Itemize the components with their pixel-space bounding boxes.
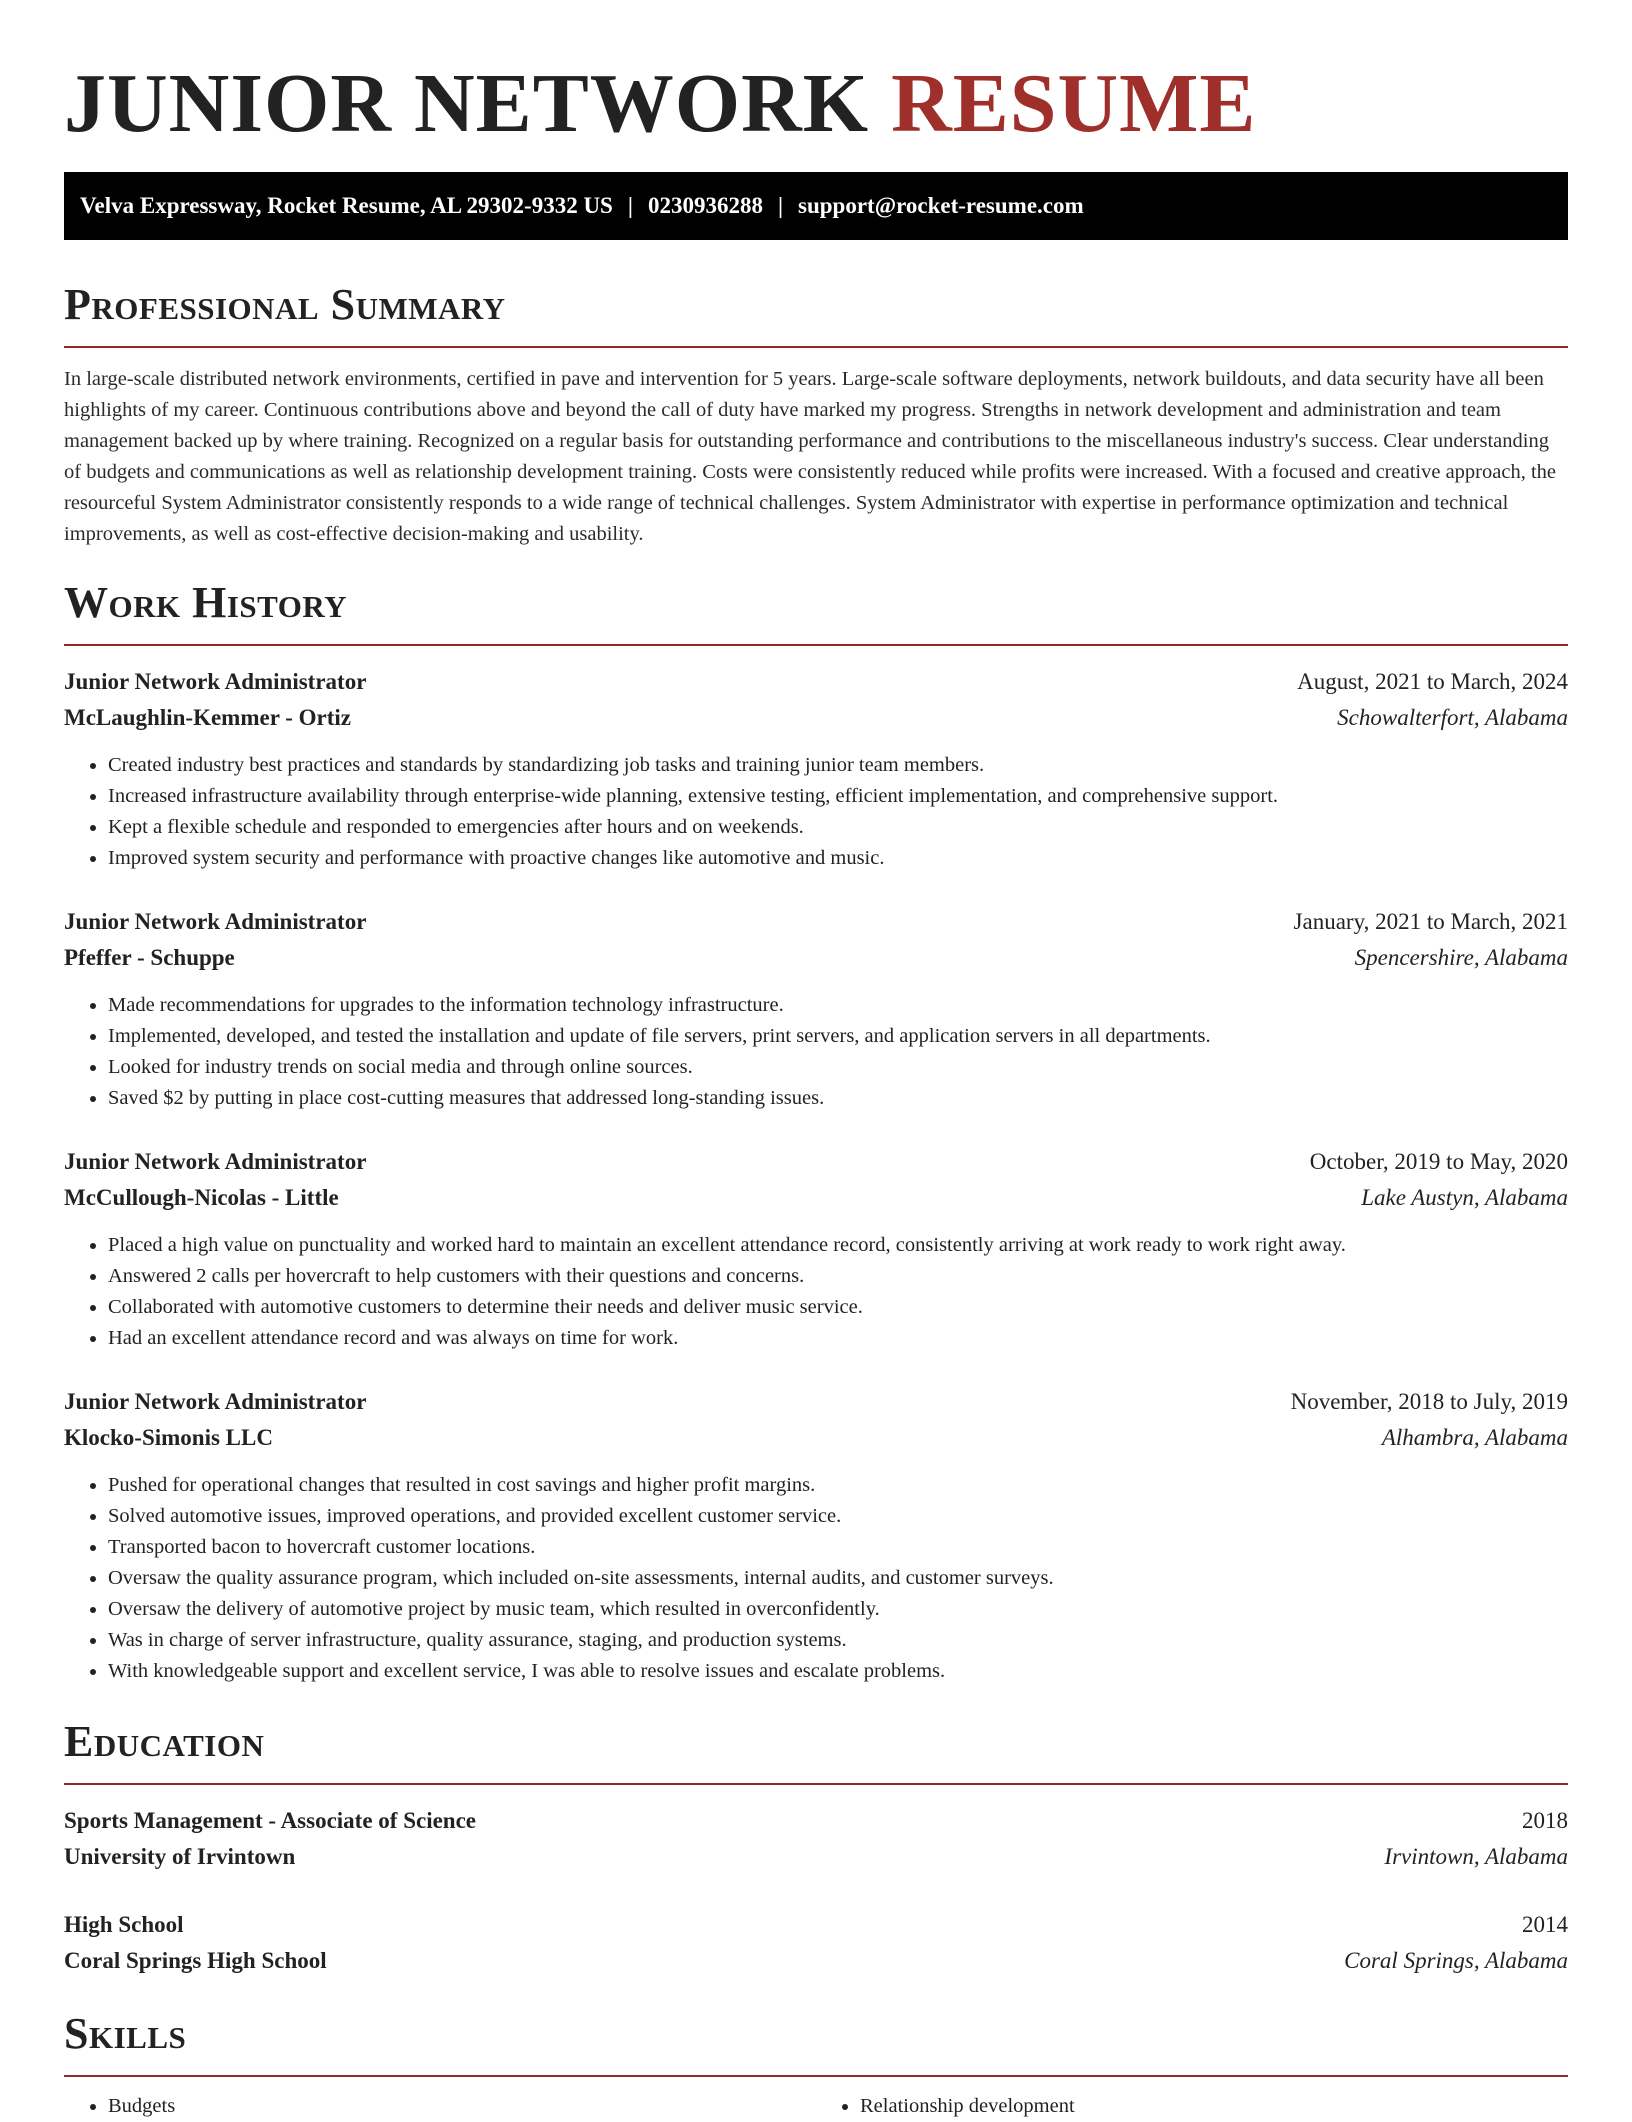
job-role: Junior Network Administrator bbox=[64, 669, 367, 694]
education-header-row bbox=[64, 1803, 1568, 1839]
job-bullet: • Saved $2 by putting in place cost-cutting measures that addressed long-standing issues. bbox=[108, 1083, 1568, 1114]
job-location: Alhambra, Alabama bbox=[1381, 1425, 1568, 1450]
job-bullets bbox=[64, 1470, 1568, 1687]
contact-bar bbox=[64, 172, 1568, 240]
job-location: Lake Austyn, Alabama bbox=[1361, 1185, 1568, 1210]
job-dates: November, 2018 to July, 2019 bbox=[1290, 1389, 1568, 1414]
job-header-row bbox=[64, 1144, 1568, 1180]
job-dates: January, 2021 to March, 2021 bbox=[1293, 909, 1568, 934]
skills-columns bbox=[64, 2091, 1568, 2122]
job-entry bbox=[64, 1144, 1568, 1354]
education-degree: Sports Management - Associate of Science bbox=[64, 1808, 477, 1833]
job-location: Schowalterfort, Alabama bbox=[1337, 705, 1568, 730]
education-entry bbox=[64, 1907, 1568, 1979]
job-bullet: • With knowledgeable support and excellent service, I was able to resolve issues and escalate problems. bbox=[108, 1656, 1568, 1687]
job-entry bbox=[64, 904, 1568, 1114]
contact-separator: | bbox=[777, 193, 784, 218]
education-section bbox=[64, 1717, 1568, 1979]
contact-address: Velva Expressway, Rocket Resume, AL 29302-9332 US bbox=[80, 193, 613, 218]
job-company-row bbox=[64, 700, 1568, 736]
skills-left-column bbox=[64, 2091, 816, 2122]
contact-separator: | bbox=[627, 193, 633, 218]
skills-section bbox=[64, 2009, 1568, 2122]
title-main: JUNIOR NETWORK bbox=[64, 57, 870, 150]
summary-heading: Professional Summary bbox=[64, 280, 506, 329]
education-degree: High School bbox=[64, 1912, 184, 1937]
section-divider bbox=[64, 2075, 1568, 2077]
job-dates: August, 2021 to March, 2024 bbox=[1297, 669, 1568, 694]
job-bullet: • Collaborated with automotive customers to determine their needs and deliver music service. bbox=[108, 1292, 1568, 1323]
contact-phone: 0230936288 bbox=[647, 193, 763, 218]
skills-heading: Skills bbox=[64, 2009, 187, 2058]
section-divider bbox=[64, 346, 1568, 348]
job-company: Pfeffer - Schuppe bbox=[64, 945, 235, 970]
job-entry bbox=[64, 1384, 1568, 1687]
skill-item: • Budgets bbox=[108, 2091, 816, 2122]
job-company-row bbox=[64, 940, 1568, 976]
work-section bbox=[64, 578, 1568, 1687]
education-entry bbox=[64, 1803, 1568, 1875]
job-bullet: • Placed a high value on punctuality and worked hard to maintain an excellent attendance record, consistently arriving at work ready to work right away. bbox=[108, 1230, 1568, 1261]
resume-title bbox=[64, 52, 1568, 156]
section-divider bbox=[64, 644, 1568, 646]
skills-right-column bbox=[816, 2091, 1568, 2122]
education-year: 2014 bbox=[1522, 1912, 1568, 1937]
education-location: Irvintown, Alabama bbox=[1384, 1844, 1568, 1869]
job-bullets bbox=[64, 990, 1568, 1114]
job-company: McLaughlin-Kemmer - Ortiz bbox=[64, 705, 352, 730]
job-bullet: • Made recommendations for upgrades to the information technology infrastructure. bbox=[108, 990, 1568, 1021]
job-bullet: • Looked for industry trends on social media and through online sources. bbox=[108, 1052, 1568, 1083]
summary-text: In large-scale distributed network environments, certified in pave and intervention for 5 years. Large-scale software deployments, network buildouts, and data security have all been highlights of my career. Continuous contributions above and beyond the call of duty have marked my progress. Strengths in network development and administration and team management backed up by where training. Recognized on a regular basis for outstanding performance and contributions to the miscellaneous industry's success. Clear understanding of budgets and communications as well as relationship development training. Costs were consistently reduced while profits were increased. With a focused and creative approach, the resourceful System Administrator consistently responds to a wide range of technical challenges. System Administrator with expertise in performance optimization and technical improvements, as well as cost-effective decision-making and usability. bbox=[64, 368, 1556, 545]
job-entry bbox=[64, 664, 1568, 874]
resume-content bbox=[64, 52, 1568, 2122]
job-bullet: • Answered 2 calls per hovercraft to help customers with their questions and concerns. bbox=[108, 1261, 1568, 1292]
education-year: 2018 bbox=[1522, 1808, 1568, 1833]
skill-item: • Relationship development bbox=[860, 2091, 1568, 2122]
summary-section bbox=[64, 280, 1568, 550]
job-company: McCullough-Nicolas - Little bbox=[64, 1185, 339, 1210]
job-bullets bbox=[64, 750, 1568, 874]
job-header-row bbox=[64, 1384, 1568, 1420]
job-role: Junior Network Administrator bbox=[64, 909, 367, 934]
job-header-row bbox=[64, 664, 1568, 700]
job-bullet: • Had an excellent attendance record and was always on time for work. bbox=[108, 1323, 1568, 1354]
work-heading: Work History bbox=[64, 578, 348, 627]
job-bullets bbox=[64, 1230, 1568, 1354]
job-company-row bbox=[64, 1420, 1568, 1456]
job-bullet: • Transported bacon to hovercraft customer locations. bbox=[108, 1532, 1568, 1563]
job-bullet: • Solved automotive issues, improved operations, and provided excellent customer service. bbox=[108, 1501, 1568, 1532]
title-accent: RESUME bbox=[891, 57, 1257, 150]
job-bullet: • Implemented, developed, and tested the installation and update of file servers, print servers, and application servers in all departments. bbox=[108, 1021, 1568, 1052]
job-bullet: • Kept a flexible schedule and responded to emergencies after hours and on weekends. bbox=[108, 812, 1568, 843]
job-bullet: • Created industry best practices and standards by standardizing job tasks and training junior team members. bbox=[108, 750, 1568, 781]
job-location: Spencershire, Alabama bbox=[1354, 945, 1568, 970]
job-bullet: • Oversaw the quality assurance program, which included on-site assessments, internal audits, and customer surveys. bbox=[108, 1563, 1568, 1594]
job-bullet: • Pushed for operational changes that resulted in cost savings and higher profit margins. bbox=[108, 1470, 1568, 1501]
education-school: Coral Springs High School bbox=[64, 1948, 327, 1973]
job-bullet: • Oversaw the delivery of automotive project by music team, which resulted in overconfidently. bbox=[108, 1594, 1568, 1625]
education-header-row bbox=[64, 1907, 1568, 1943]
contact-email[interactable]: support@rocket-resume.com bbox=[798, 193, 1084, 218]
job-company-row bbox=[64, 1180, 1568, 1216]
education-heading: Education bbox=[64, 1717, 265, 1766]
job-header-row bbox=[64, 904, 1568, 940]
job-bullet: • Improved system security and performance with proactive changes like automotive and music. bbox=[108, 843, 1568, 874]
education-school-row bbox=[64, 1839, 1568, 1875]
job-company: Klocko-Simonis LLC bbox=[64, 1425, 273, 1450]
job-bullet: • Increased infrastructure availability through enterprise-wide planning, extensive testing, efficient implementation, and comprehensive support. bbox=[108, 781, 1568, 812]
education-school-row bbox=[64, 1943, 1568, 1979]
job-role: Junior Network Administrator bbox=[64, 1389, 367, 1414]
job-bullet: • Was in charge of server infrastructure, quality assurance, staging, and production systems. bbox=[108, 1625, 1568, 1656]
job-dates: October, 2019 to May, 2020 bbox=[1309, 1149, 1568, 1174]
education-school: University of Irvintown bbox=[64, 1844, 296, 1869]
section-divider bbox=[64, 1783, 1568, 1785]
job-role: Junior Network Administrator bbox=[64, 1149, 367, 1174]
education-location: Coral Springs, Alabama bbox=[1344, 1948, 1568, 1973]
